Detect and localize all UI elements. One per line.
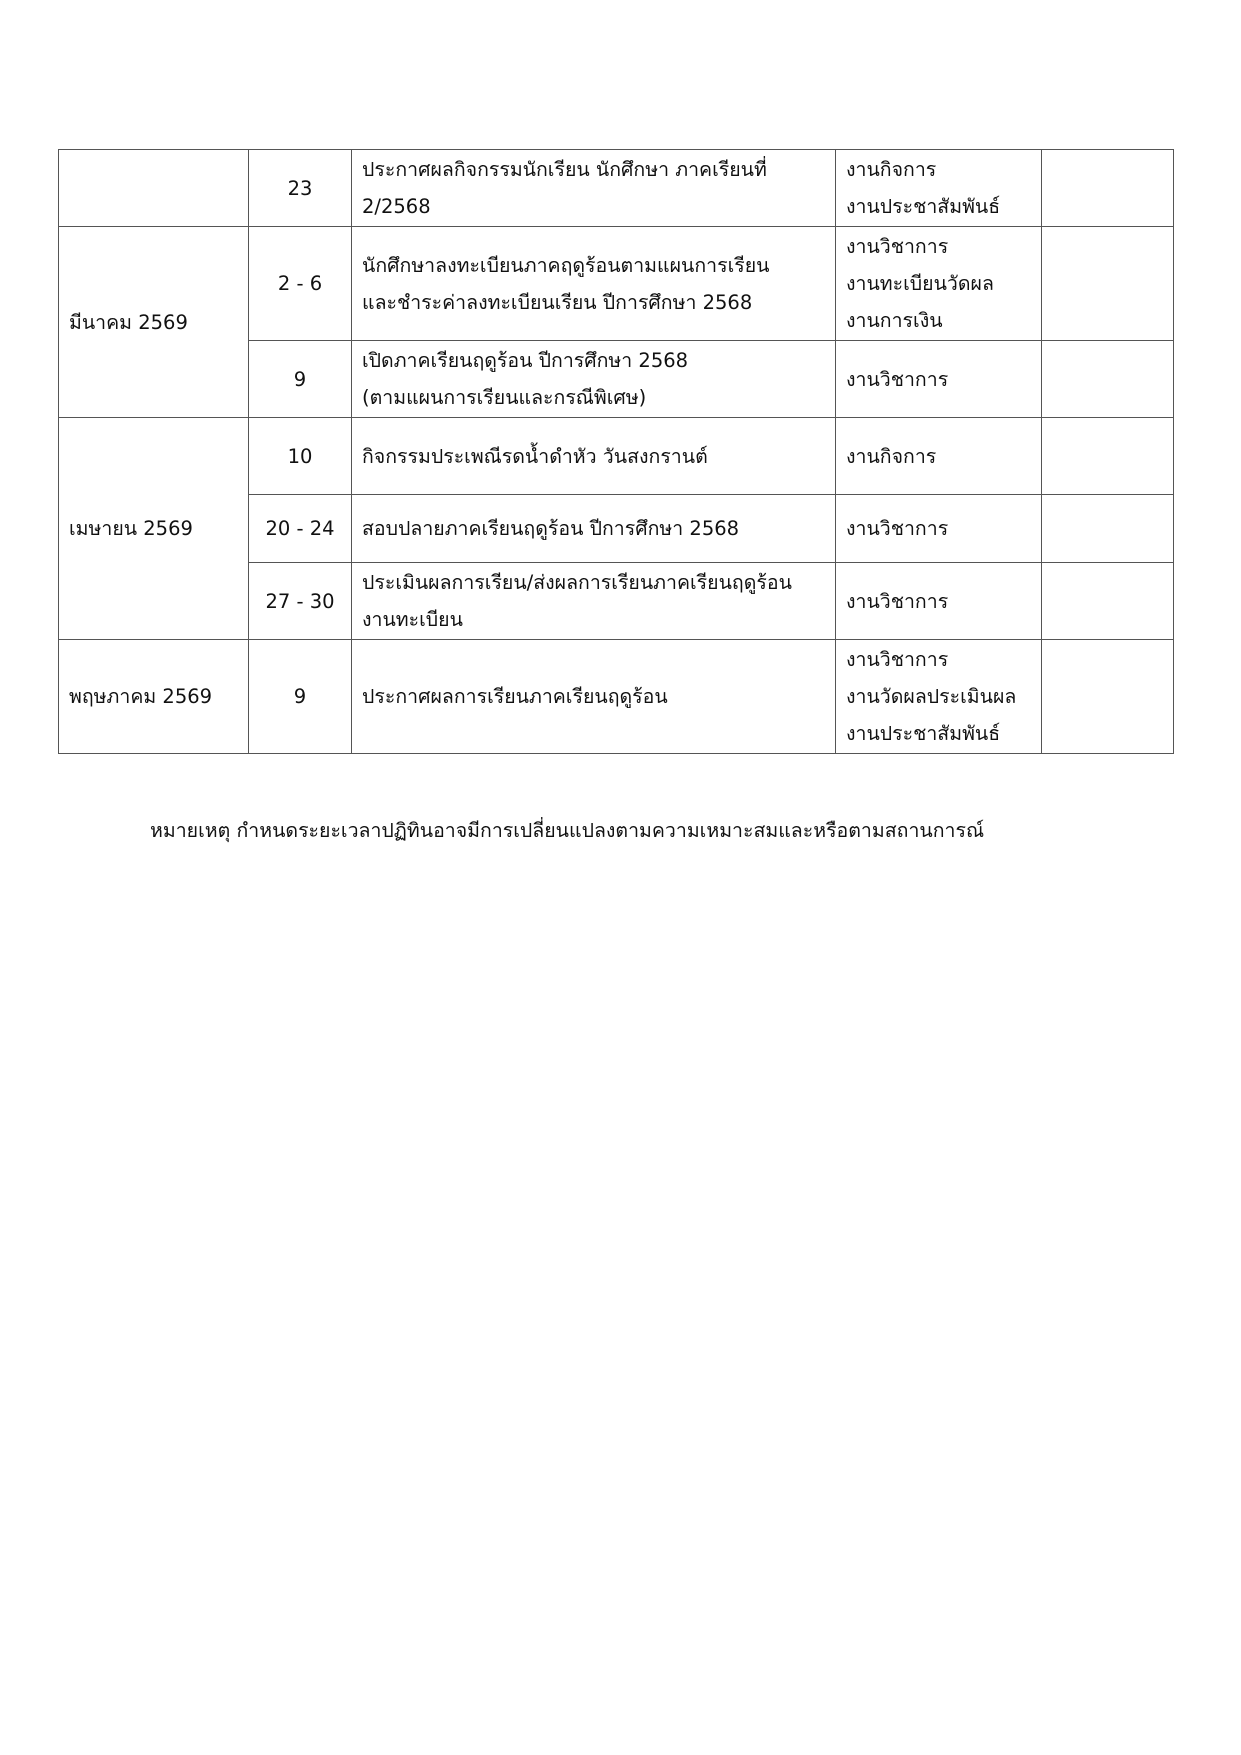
table-row [59, 640, 1174, 754]
month-cell [59, 150, 249, 227]
activity-line: กิจกรรมประเพณีรดน้ำดำหัว วันสงกรานต์ [362, 444, 708, 468]
note-cell [1042, 563, 1174, 640]
table-row [59, 150, 1174, 227]
note-cell [1042, 150, 1174, 227]
department-line: งานวิชาการ [846, 517, 949, 540]
date-cell: 10 [249, 418, 352, 495]
department-line: งานประชาสัมพันธ์ [846, 195, 1001, 218]
activity-line: และชำระค่าลงทะเบียนเรียน ปีการศึกษา 2568 [362, 290, 753, 314]
note-cell [1042, 341, 1174, 418]
department-cell [836, 418, 1042, 495]
date-cell: 23 [249, 150, 352, 227]
department-line: งานทะเบียนวัดผล [846, 272, 994, 295]
activity-line: ประเมินผลการเรียน/ส่งผลการเรียนภาคเรียนฤดูร้อน [362, 571, 792, 594]
department-line: งานการเงิน [846, 309, 943, 332]
activity-cell [352, 495, 836, 563]
date-cell: 9 [249, 640, 352, 754]
department-line: งานวัดผลประเมินผล [846, 685, 1017, 708]
department-line: งานวิชาการ [846, 589, 949, 613]
note-cell [1042, 227, 1174, 341]
month-cell: พฤษภาคม 2569 [59, 640, 249, 754]
footnote: หมายเหตุ กำหนดระยะเวลาปฏิทินอาจมีการเปลี่ยนแปลงตามความเหมาะสมและหรือตามสถานการณ์ [150, 819, 985, 842]
department-cell [836, 341, 1042, 418]
activity-line: 2/2568 [362, 195, 431, 218]
activity-cell [352, 563, 836, 640]
note-cell [1042, 640, 1174, 754]
date-cell: 27 - 30 [249, 563, 352, 640]
note-cell [1042, 495, 1174, 563]
activity-line: ประกาศผลกิจกรรมนักเรียน นักศึกษา ภาคเรียนที่ [362, 158, 767, 181]
table-row [59, 418, 1174, 495]
department-cell [836, 227, 1042, 341]
department-line: งานประชาสัมพันธ์ [846, 722, 1001, 745]
department-line: งานวิชาการ [846, 648, 949, 671]
department-line: งานวิชาการ [846, 235, 949, 258]
month-cell: มีนาคม 2569 [59, 227, 249, 418]
date-cell: 2 - 6 [249, 227, 352, 341]
activity-line: ประกาศผลการเรียนภาคเรียนฤดูร้อน [362, 685, 668, 708]
department-line: งานกิจการ [846, 444, 937, 468]
activity-line: สอบปลายภาคเรียนฤดูร้อน ปีการศึกษา 2568 [362, 517, 740, 540]
department-cell [836, 150, 1042, 227]
activity-line: นักศึกษาลงทะเบียนภาคฤดูร้อนตามแผนการเรียน [362, 253, 770, 277]
activity-cell [352, 640, 836, 754]
table-row [59, 227, 1174, 341]
activity-line: งานทะเบียน [362, 608, 463, 631]
note-cell [1042, 418, 1174, 495]
department-line: งานกิจการ [846, 158, 937, 181]
activity-cell [352, 150, 836, 227]
activity-line: เปิดภาคเรียนฤดูร้อน ปีการศึกษา 2568 [362, 349, 689, 372]
department-line: งานวิชาการ [846, 367, 949, 391]
activity-cell [352, 418, 836, 495]
date-cell: 9 [249, 341, 352, 418]
academic-calendar-table [58, 149, 1174, 754]
month-cell: เมษายน 2569 [59, 418, 249, 640]
activity-cell [352, 227, 836, 341]
department-cell [836, 563, 1042, 640]
date-cell: 20 - 24 [249, 495, 352, 563]
activity-cell [352, 341, 836, 418]
department-cell [836, 495, 1042, 563]
department-cell [836, 640, 1042, 754]
activity-line: (ตามแผนการเรียนและกรณีพิเศษ) [362, 386, 647, 409]
